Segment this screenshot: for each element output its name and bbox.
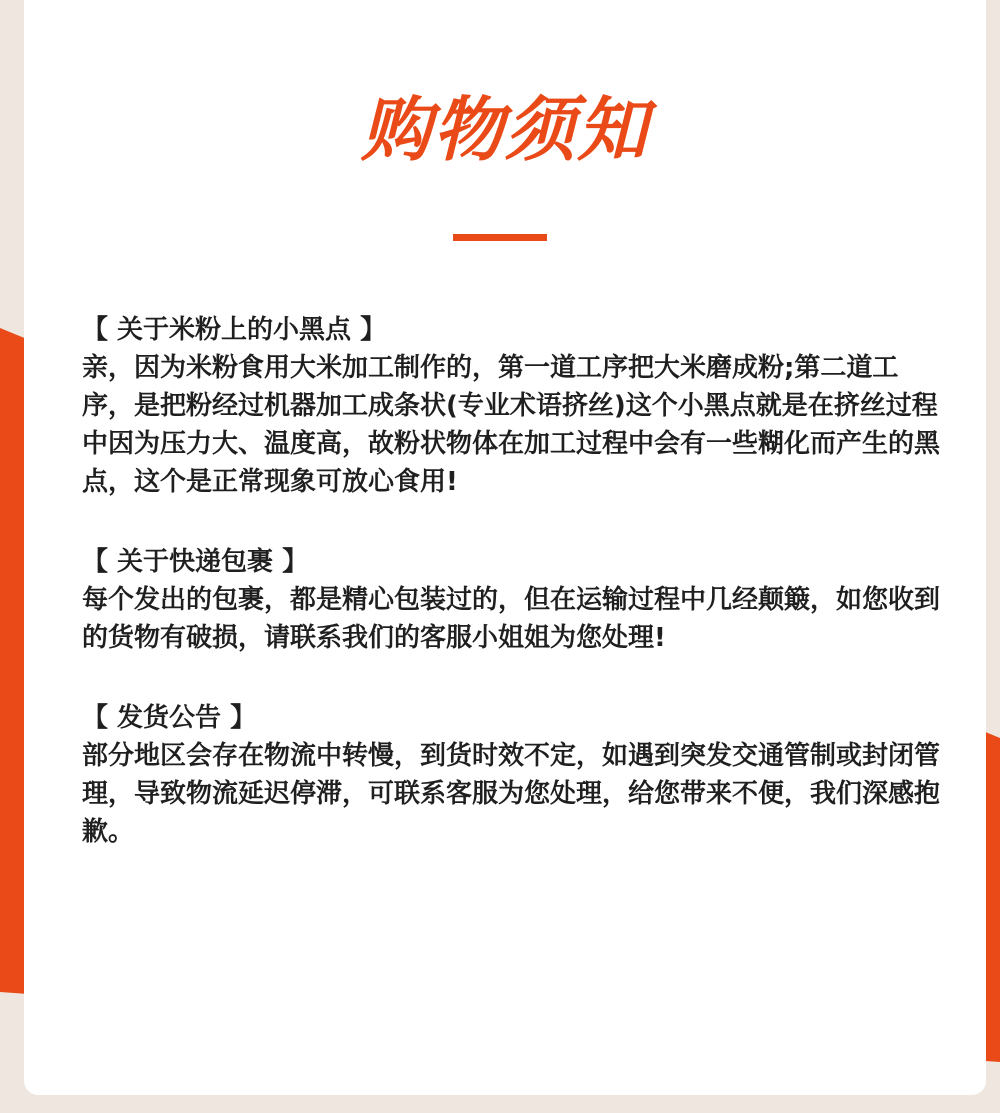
title-divider [453, 234, 547, 241]
notice-card [24, 0, 986, 1095]
section-heading: 【 发货公告 】 [82, 703, 257, 733]
section-text: 亲，因为米粉食用大米加工制作的，第一道工序把大米磨成粉;第二道工序，是把粉经过机器加工成条状(专业术语挤丝)这个小黑点就是在挤丝过程中因为压力大、温度高，故粉状物体在加工过程中会有一些糊化而产生的黑点，这个是正常现象可放心食用! [82, 353, 941, 497]
page-title: 购物须知 [361, 89, 649, 171]
section-text: 部分地区会存在物流中转慢，到货时效不定，如遇到突发交通管制或封闭管理，导致物流延迟停滞，可联系客服为您处理，给您带来不便，我们深感抱歉。 [82, 741, 941, 847]
section-heading: 【 关于快递包裹 】 [82, 547, 309, 577]
notice-section-black-dots [82, 311, 942, 501]
notice-content [82, 311, 942, 893]
section-text: 每个发出的包裹，都是精心包装过的，但在运输过程中几经颠簸，如您收到的货物有破损，请联系我们的客服小姐姐为您处理! [82, 585, 941, 653]
notice-section-express-package [82, 543, 942, 657]
notice-section-shipping-announcement [82, 699, 942, 851]
section-heading: 【 关于米粉上的小黑点 】 [82, 315, 387, 345]
